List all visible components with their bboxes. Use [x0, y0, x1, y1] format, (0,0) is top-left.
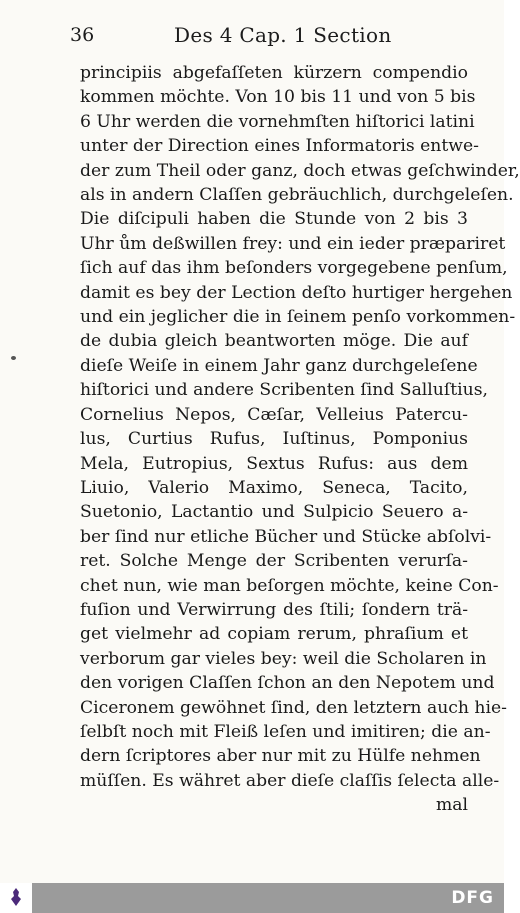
- text-line: dern ſcriptores aber nur mit zu Hülfe nehmen: [80, 746, 481, 767]
- text-line: verborum gar vieles bey: weil die Scholaren in: [80, 648, 487, 669]
- margin-mark: [11, 356, 16, 360]
- text-line: dieſe Weiſe in einem Jahr ganz durchgeleſene: [80, 355, 478, 376]
- text-line: ret. Solche Menge der Scribenten verurſa-: [80, 551, 468, 572]
- page-header: [70, 22, 468, 48]
- library-logo: [0, 883, 32, 913]
- text-line: der zum Theil oder ganz, doch etwas geſchwinder,: [80, 160, 520, 181]
- text-line: principiis abgefaſſeten kürzern compendio: [80, 63, 468, 83]
- text-line: unter der Direction eines Informatoris entwe-: [80, 136, 479, 157]
- text-line: Ciceronem gewöhnet ſind, den letztern auch hie-: [80, 697, 507, 718]
- viewer-footer: [0, 883, 504, 913]
- text-line: als in andern Claſſen gebräuchlich, durchgeleſen.: [80, 185, 514, 206]
- text-line: fuſion und Verwirrung des ſtili; ſondern trä-: [80, 599, 468, 620]
- text-line: Liuio, Valerio Maximo, Seneca, Tacito,: [80, 477, 468, 498]
- text-line: ber ſind nur etliche Bücher und Stücke abſolvi-: [80, 526, 492, 547]
- body-text: [80, 61, 520, 818]
- text-line: Uhr ům deßwillen frey: und ein ieder præpariret: [80, 233, 506, 254]
- text-line: de dubia gleich beantworten möge. Die auf: [80, 331, 468, 352]
- text-line: Mela, Eutropius, Sextus Rufus: aus dem: [80, 453, 468, 474]
- text-line: kommen möchte. Von 10 bis 11 und von 5 bis: [80, 87, 476, 108]
- text-line: ſelbſt noch mit Fleiß leſen und imitiren; die an-: [80, 721, 491, 742]
- text-line: Suetonio, Lactantio und Sulpicio Seuero a-: [80, 502, 468, 523]
- text-line: Cornelius Nepos, Cæſar, Velleius Patercu-: [80, 404, 468, 425]
- library-emblem-icon: [9, 887, 23, 907]
- text-line: ſich auf das ihm beſonders vorgegebene penſum,: [80, 258, 508, 279]
- text-line: damit es bey der Lection deſto hurtiger hergehen: [80, 282, 513, 303]
- dfg-logo: DFG: [451, 888, 494, 908]
- catchword: mal: [435, 795, 468, 816]
- text-line: hiſtorici und andere Scribenten ſind Salluſtius,: [80, 380, 488, 401]
- text-line: chet nun, wie man beſorgen möchte, keine Con-: [80, 575, 499, 596]
- text-line: lus, Curtius Rufus, Iuſtinus, Pomponius: [80, 429, 468, 450]
- text-line: Die diſcipuli haben die Stunde von 2 bis 3: [80, 209, 468, 230]
- page-number: 36: [70, 24, 95, 46]
- running-head: Des 4 Cap. 1 Section: [174, 23, 392, 47]
- text-line: den vorigen Claſſen ſchon an den Nepotem und: [80, 673, 495, 694]
- text-line: und ein jeglicher die in ſeinem penſo vorkommen-: [80, 307, 516, 328]
- text-line: get vielmehr ad copiam rerum, phraſium et: [80, 624, 468, 645]
- text-line: müſſen. Es währet aber dieſe claſſis ſelecta alle-: [80, 770, 500, 791]
- text-line: 6 Uhr werden die vornehmſten hiſtorici latini: [80, 111, 475, 132]
